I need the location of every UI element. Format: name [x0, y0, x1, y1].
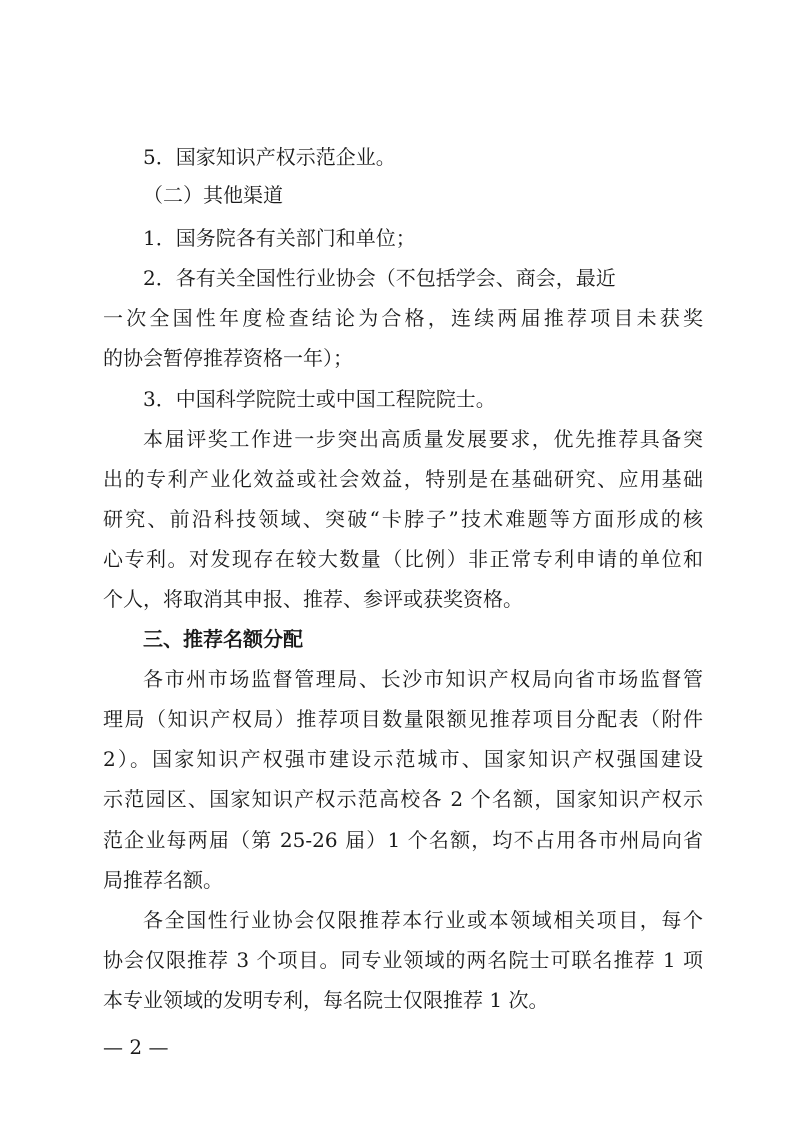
list-item-2-line-1: 2．各有关全国性行业协会（不包括学会、商会，最近	[143, 266, 616, 290]
quota-paragraph-line-6: 局推荐名额。	[103, 868, 223, 892]
quota-paragraph-line-2: 理局（知识产权局）推荐项目数量限额见推荐项目分配表（附件	[103, 707, 703, 731]
section-heading-other-channels: （二）其他渠道	[143, 183, 283, 207]
list-item-2-line-3: 的协会暂停推荐资格一年）；	[103, 346, 353, 370]
association-paragraph-line-2: 协会仅限推荐 3 个项目。同专业领域的两名院士可联名推荐 1 项	[103, 948, 703, 972]
paragraph-line-4: 心专利。对发现存在较大数量（比例）非正常专利申请的单位和	[103, 547, 703, 571]
list-item-2-line-2: 一次全国性年度检查结论为合格，连续两届推荐项目未获奖	[103, 306, 703, 330]
paragraph-line-1: 本届评奖工作进一步突出高质量发展要求，优先推荐具备突	[143, 427, 703, 451]
paragraph-line-2: 出的专利产业化效益或社会效益，特别是在基础研究、应用基础	[103, 467, 703, 491]
quota-paragraph-line-5: 范企业每两届（第 25-26 届）1 个名额，均不占用各市州局向省	[103, 828, 703, 852]
section-heading-quota: 三、推荐名额分配	[143, 627, 303, 651]
quota-paragraph-line-3: 2）。国家知识产权强市建设示范城市、国家知识产权强国建设	[103, 747, 703, 771]
association-paragraph-line-1: 各全国性行业协会仅限推荐本行业或本领域相关项目，每个	[143, 908, 703, 932]
paragraph-line-5: 个人，将取消其申报、推荐、参评或获奖资格。	[103, 587, 523, 611]
quota-paragraph-line-4: 示范园区、国家知识产权示范高校各 2 个名额，国家知识产权示	[103, 787, 703, 811]
list-item-3: 3．中国科学院院士或中国工程院院士。	[143, 387, 496, 411]
list-item-5: 5．国家知识产权示范企业。	[143, 145, 396, 169]
quota-paragraph-line-1: 各市州市场监督管理局、长沙市知识产权局向省市场监督管	[143, 667, 703, 691]
paragraph-line-3: 研究、前沿科技领域、突破“卡脖子”技术难题等方面形成的核	[103, 507, 703, 531]
association-paragraph-line-3: 本专业领域的发明专利，每名院士仅限推荐 1 次。	[103, 988, 549, 1012]
list-item-1: 1．国务院各有关部门和单位；	[143, 226, 416, 250]
page-number: — 2 —	[103, 1035, 169, 1059]
